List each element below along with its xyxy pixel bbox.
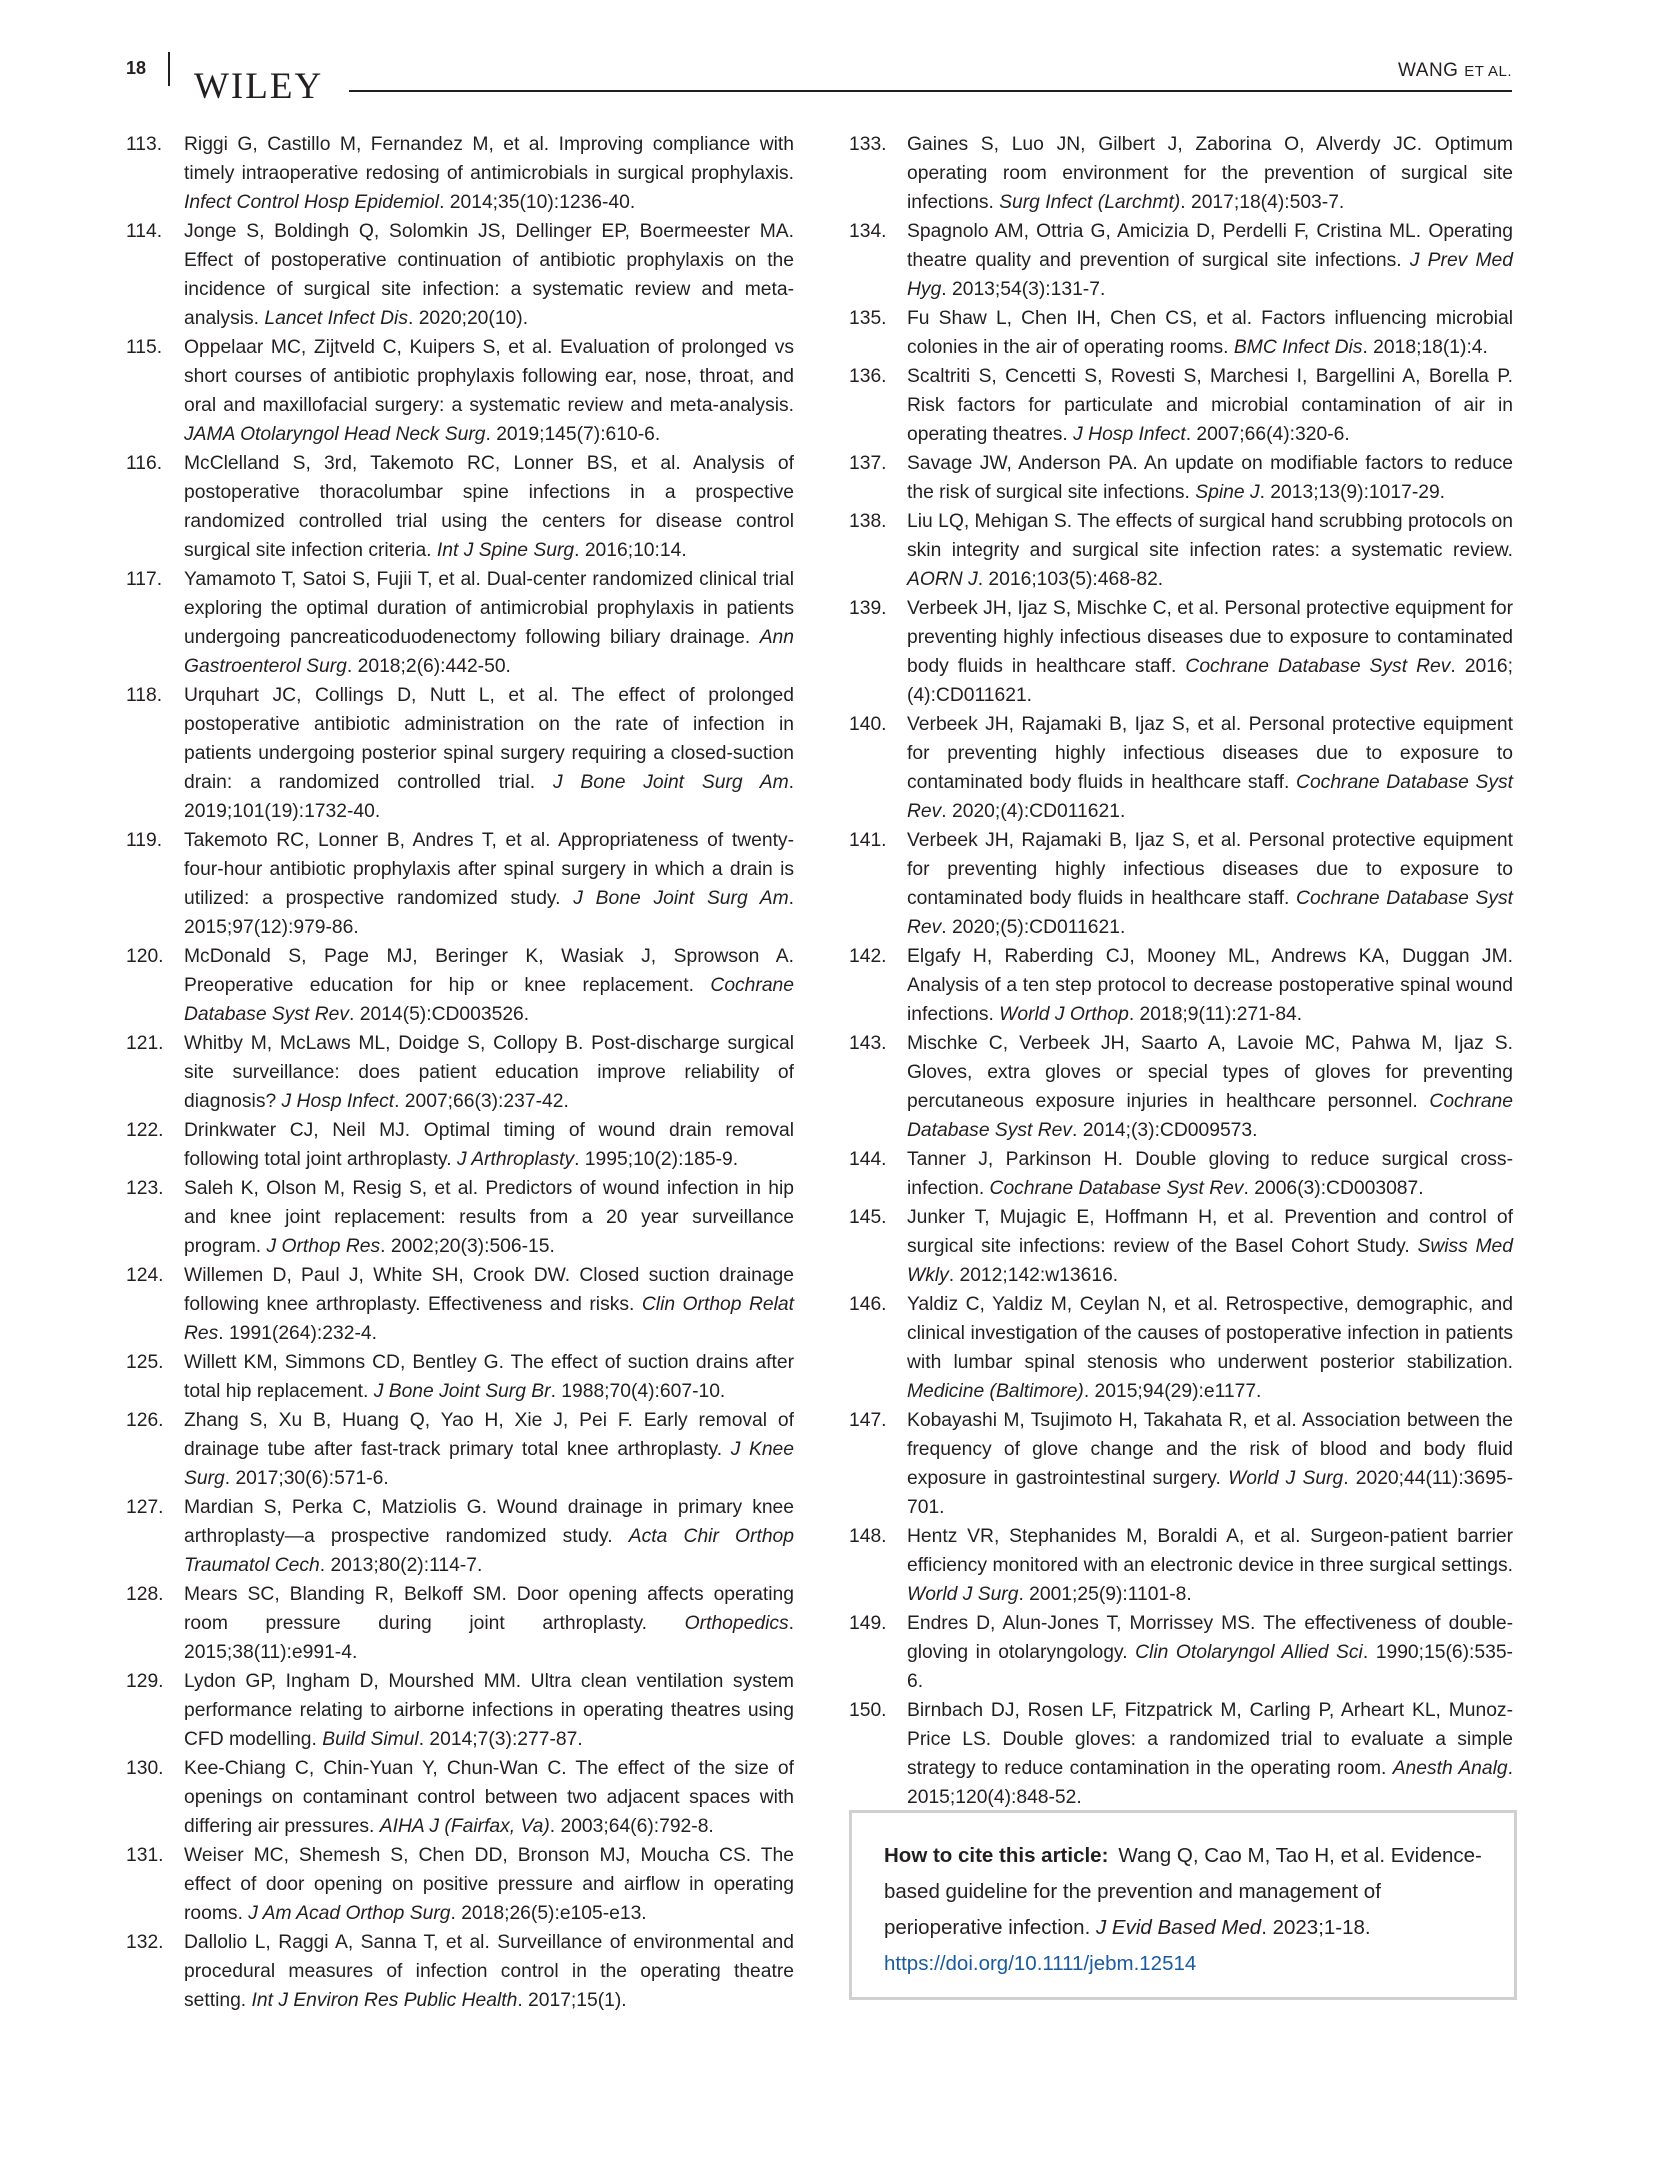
reference-text: [184, 1029, 794, 1116]
reference-volume: . 2015;38(11):e991-4.: [184, 1613, 794, 1663]
reference-authors-title: Yamamoto T, Satoi S, Fujii T, et al. Dual-center randomized clinical trial exploring the optimal duration of antimicrobial prophylaxis in patients undergoing pancreaticoduodenectomy following biliary drainage.: [184, 569, 794, 648]
reference-journal: AORN J: [907, 569, 978, 590]
reference-volume: . 2017;18(4):503-7.: [1180, 192, 1345, 213]
reference-journal: World J Surg: [1228, 1468, 1344, 1489]
citation-details: . 2023;1-18.: [1261, 1916, 1371, 1939]
citation-label: How to cite this article:: [884, 1844, 1109, 1867]
reference-journal: Swiss Med Wkly: [907, 1236, 1514, 1286]
reference-journal: J Bone Joint Surg Am: [552, 772, 789, 793]
reference-journal: Cochrane Database Syst Rev: [907, 772, 1513, 822]
reference-volume: . 2020;20(10).: [408, 308, 529, 329]
reference-authors-title: Kobayashi M, Tsujimoto H, Takahata R, et al. Association between the frequency of glove change and the risk of blood and body fluid exposure in gastrointestinal surgery.: [907, 1410, 1513, 1489]
reference-authors-title: Drinkwater CJ, Neil MJ. Optimal timing of wound drain removal following total joint arthroplasty.: [184, 1120, 794, 1170]
reference-volume: . 2020;(5):CD011621.: [941, 917, 1126, 938]
reference-journal: J Orthop Res: [266, 1236, 381, 1257]
reference-text: [184, 826, 794, 942]
reference-volume: . 2018;2(6):442-50.: [346, 656, 511, 677]
reference-journal: J Hosp Infect: [1073, 424, 1186, 445]
reference-authors-title: Scaltriti S, Cencetti S, Rovesti S, Marchesi I, Bargellini A, Borella P. Risk factors for particulate and microbial contamination of air in operating theatres.: [907, 366, 1513, 445]
reference-item: [126, 1754, 794, 1841]
page-header: [126, 52, 1512, 110]
reference-item: [126, 1348, 794, 1406]
reference-text: [907, 594, 1513, 710]
reference-item: [849, 449, 1513, 507]
reference-volume: . 2018;18(1):4.: [1362, 337, 1488, 358]
reference-journal: Orthopedics: [684, 1613, 789, 1634]
reference-item: [849, 826, 1513, 942]
reference-number: 120.: [126, 946, 164, 967]
reference-volume: . 1991(264):232-4.: [218, 1323, 377, 1344]
reference-volume: . 2014(5):CD003526.: [349, 1004, 530, 1025]
reference-number: 124.: [126, 1265, 164, 1286]
reference-authors-title: Weiser MC, Shemesh S, Chen DD, Bronson MJ, Moucha CS. The effect of door opening on positive pressure and airflow in operating rooms.: [184, 1845, 794, 1924]
reference-journal: Acta Chir Orthop Traumatol Cech: [184, 1526, 794, 1576]
reference-text: [184, 1493, 794, 1580]
reference-authors-title: Verbeek JH, Rajamaki B, Ijaz S, et al. Personal protective equipment for preventing highly infectious diseases due to exposure to contaminated body fluids in healthcare staff.: [907, 714, 1513, 793]
reference-item: [126, 1261, 794, 1348]
reference-text: [184, 1928, 794, 2015]
reference-item: [126, 826, 794, 942]
reference-authors-title: Urquhart JC, Collings D, Nutt L, et al. The effect of prolonged postoperative antibiotic administration on the rate of infection in patients undergoing posterior spinal surgery requiring a closed-suction drain: a randomized controlled trial.: [184, 685, 794, 793]
reference-item: [126, 1493, 794, 1580]
reference-text: [184, 1406, 794, 1493]
references-right-column: [849, 130, 1513, 1812]
reference-journal: J Hosp Infect: [281, 1091, 395, 1112]
reference-text: [184, 333, 794, 449]
reference-number: 144.: [849, 1149, 887, 1170]
reference-authors-title: Willemen D, Paul J, White SH, Crook DW. Closed suction drainage following knee arthroplasty. Effectiveness and risks.: [184, 1265, 794, 1315]
reference-text: [907, 362, 1513, 449]
reference-number: 139.: [849, 598, 887, 619]
reference-number: 123.: [126, 1178, 164, 1199]
reference-number: 129.: [126, 1671, 164, 1692]
reference-authors-title: Riggi G, Castillo M, Fernandez M, et al. Improving compliance with timely intraoperative redosing of antimicrobials in surgical prophylaxis.: [184, 134, 794, 184]
reference-text: [184, 1261, 794, 1348]
reference-authors-title: Gaines S, Luo JN, Gilbert J, Zaborina O, Alverdy JC. Optimum operating room environment for the prevention of surgical site infections.: [907, 134, 1513, 213]
reference-volume: . 2007;66(3):237-42.: [394, 1091, 569, 1112]
reference-number: 150.: [849, 1700, 887, 1721]
reference-volume: . 2003;64(6):792-8.: [549, 1816, 714, 1837]
reference-number: 131.: [126, 1845, 164, 1866]
reference-authors-title: Yaldiz C, Yaldiz M, Ceylan N, et al. Retrospective, demographic, and clinical investigation of the causes of postoperative infection in patients with lumbar spinal stenosis who underwent posterior stabilization.: [907, 1294, 1513, 1373]
reference-text: [907, 1203, 1513, 1290]
reference-text: [907, 1145, 1513, 1203]
header-rule: [349, 90, 1512, 92]
reference-item: [849, 1696, 1513, 1812]
reference-authors-title: Endres D, Alun-Jones T, Morrissey MS. The effectiveness of double-gloving in otolaryngology.: [907, 1613, 1513, 1663]
reference-volume: . 2013;13(9):1017-29.: [1259, 482, 1446, 503]
reference-text: [907, 710, 1513, 826]
publisher-logo: WILEY: [194, 66, 324, 107]
reference-text: [184, 449, 794, 565]
reference-journal: J Knee Surg: [184, 1439, 795, 1489]
reference-volume: . 2016;(4):CD011621.: [907, 656, 1513, 706]
reference-journal: BMC Infect Dis: [1233, 337, 1363, 358]
citation-doi-link[interactable]: https://doi.org/10.1111/jebm.12514: [884, 1952, 1197, 1975]
reference-journal: Cochrane Database Syst Rev: [989, 1178, 1244, 1199]
reference-number: 113.: [126, 134, 163, 155]
reference-journal: JAMA Otolaryngol Head Neck Surg: [184, 424, 486, 445]
reference-journal: Build Simul: [322, 1729, 419, 1750]
reference-number: 119.: [126, 830, 163, 851]
reference-number: 133.: [849, 134, 887, 155]
running-head-etal: ET AL.: [1464, 63, 1512, 80]
reference-item: [126, 565, 794, 681]
reference-item: [849, 1145, 1513, 1203]
reference-volume: . 2015;120(4):848-52.: [907, 1758, 1513, 1808]
reference-authors-title: Mischke C, Verbeek JH, Saarto A, Lavoie MC, Pahwa M, Ijaz S. Gloves, extra gloves or special types of gloves for preventing percutaneous exposure injuries in healthcare personnel.: [907, 1033, 1513, 1112]
reference-volume: . 2017;15(1).: [517, 1990, 627, 2011]
reference-journal: World J Orthop: [999, 1004, 1129, 1025]
reference-journal: J Am Acad Orthop Surg: [248, 1903, 451, 1924]
citation-journal: J Evid Based Med: [1095, 1916, 1262, 1939]
running-head: [1398, 60, 1512, 82]
reference-volume: . 2018;26(5):e105-e13.: [450, 1903, 647, 1924]
reference-journal: Cochrane Database Syst Rev: [1185, 656, 1451, 677]
reference-item: [126, 1116, 794, 1174]
reference-journal: J Bone Joint Surg Br: [373, 1381, 551, 1402]
reference-authors-title: Lydon GP, Ingham D, Mourshed MM. Ultra clean ventilation system performance relating to airborne infections in operating theatres using CFD modelling.: [184, 1671, 794, 1750]
reference-text: [907, 1696, 1513, 1812]
reference-item: [849, 1609, 1513, 1696]
reference-journal: Medicine (Baltimore): [907, 1381, 1084, 1402]
reference-authors-title: Elgafy H, Raberding CJ, Mooney ML, Andrews KA, Duggan JM. Analysis of a ten step protocol to decrease postoperative spinal wound infections.: [907, 946, 1513, 1025]
reference-item: [126, 1928, 794, 2015]
reference-volume: . 2020;44(11):3695-701.: [907, 1468, 1513, 1518]
reference-text: [907, 449, 1513, 507]
reference-text: [907, 507, 1513, 594]
reference-volume: . 2012;142:w13616.: [948, 1265, 1119, 1286]
reference-item: [849, 594, 1513, 710]
reference-number: 125.: [126, 1352, 164, 1373]
reference-authors-title: Junker T, Mujagic E, Hoffmann H, et al. Prevention and control of surgical site infections: review of the Basel Cohort Study.: [907, 1207, 1513, 1257]
reference-item: [126, 1174, 794, 1261]
reference-number: 114.: [126, 221, 163, 242]
reference-item: [126, 942, 794, 1029]
reference-text: [184, 1174, 794, 1261]
reference-text: [907, 826, 1513, 942]
reference-item: [126, 333, 794, 449]
reference-number: 132.: [126, 1932, 164, 1953]
reference-item: [849, 1029, 1513, 1145]
reference-number: 128.: [126, 1584, 164, 1605]
reference-volume: . 2014;(3):CD009573.: [1072, 1120, 1258, 1141]
reference-item: [126, 217, 794, 333]
reference-number: 137.: [849, 453, 887, 474]
reference-item: [126, 1841, 794, 1928]
reference-journal: Anesth Analg: [1392, 1758, 1508, 1779]
reference-authors-title: Verbeek JH, Ijaz S, Mischke C, et al. Personal protective equipment for preventing highly infectious diseases due to exposure to contaminated body fluids in healthcare staff.: [907, 598, 1513, 677]
reference-number: 130.: [126, 1758, 164, 1779]
reference-item: [126, 1580, 794, 1667]
reference-text: [907, 1406, 1513, 1522]
reference-volume: . 2016;10:14.: [574, 540, 687, 561]
reference-journal: Lancet Infect Dis: [264, 308, 408, 329]
reference-journal: Cochrane Database Syst Rev: [907, 1091, 1513, 1141]
reference-number: 134.: [849, 221, 887, 242]
reference-item: [849, 130, 1513, 217]
reference-volume: . 1995;10(2):185-9.: [574, 1149, 739, 1170]
citation-box: [849, 1810, 1517, 2000]
reference-volume: . 2018;9(11):271-84.: [1128, 1004, 1303, 1025]
reference-journal: Spine J: [1195, 482, 1260, 503]
reference-volume: . 2013;80(2):114-7.: [319, 1555, 483, 1576]
reference-authors-title: Verbeek JH, Rajamaki B, Ijaz S, et al. Personal protective equipment for preventing highly infectious diseases due to exposure to contaminated body fluids in healthcare staff.: [907, 830, 1513, 909]
reference-volume: . 1988;70(4):607-10.: [550, 1381, 726, 1402]
reference-journal: Surg Infect (Larchmt): [999, 192, 1181, 213]
reference-number: 141.: [849, 830, 887, 851]
reference-journal: Clin Otolaryngol Allied Sci: [1135, 1642, 1363, 1663]
reference-number: 122.: [126, 1120, 164, 1141]
reference-volume: . 2019;145(7):610-6.: [485, 424, 661, 445]
reference-volume: . 2017;30(6):571-6.: [224, 1468, 389, 1489]
reference-authors-title: Kee-Chiang C, Chin-Yuan Y, Chun-Wan C. The effect of the size of openings on contaminant control between two adjacent spaces with differing air pressures.: [184, 1758, 794, 1837]
reference-number: 127.: [126, 1497, 164, 1518]
reference-text: [184, 1116, 794, 1174]
reference-authors-title: Fu Shaw L, Chen IH, Chen CS, et al. Factors influencing microbial colonies in the air of operating rooms.: [907, 308, 1513, 358]
reference-text: [184, 1348, 794, 1406]
reference-journal: Infect Control Hosp Epidemiol: [184, 192, 440, 213]
reference-authors-title: Dallolio L, Raggi A, Sanna T, et al. Surveillance of environmental and procedural measures of infection control in the operating theatre setting.: [184, 1932, 794, 2011]
reference-volume: . 2015;97(12):979-86.: [184, 888, 794, 938]
reference-item: [126, 1406, 794, 1493]
reference-volume: . 1990;15(6):535-6.: [907, 1642, 1513, 1692]
reference-number: 148.: [849, 1526, 887, 1547]
reference-text: [184, 1841, 794, 1928]
reference-item: [849, 304, 1513, 362]
reference-authors-title: Tanner J, Parkinson H. Double gloving to reduce surgical cross-infection.: [907, 1149, 1513, 1199]
reference-number: 117.: [126, 569, 163, 590]
reference-text: [907, 130, 1513, 217]
reference-journal: Cochrane Database Syst Rev: [907, 888, 1513, 938]
citation-text: Wang Q, Cao M, Tao H, et al. Evidence-based guideline for the prevention and management of perioperative infection.: [884, 1844, 1482, 1939]
reference-volume: . 2016;103(5):468-82.: [977, 569, 1164, 590]
reference-text: [184, 942, 794, 1029]
reference-item: [849, 710, 1513, 826]
reference-text: [907, 1609, 1513, 1696]
reference-volume: . 2014;35(10):1236-40.: [439, 192, 636, 213]
reference-volume: . 2007;66(4):320-6.: [1185, 424, 1350, 445]
reference-item: [126, 681, 794, 826]
reference-volume: . 2020;(4):CD011621.: [941, 801, 1126, 822]
reference-text: [184, 1580, 794, 1667]
reference-authors-title: Spagnolo AM, Ottria G, Amicizia D, Perdelli F, Cristina ML. Operating theatre quality and prevention of surgical site infections.: [907, 221, 1513, 271]
reference-volume: . 2015;94(29):e1177.: [1083, 1381, 1262, 1402]
reference-text: [184, 1667, 794, 1754]
reference-item: [849, 1290, 1513, 1406]
reference-item: [849, 507, 1513, 594]
reference-item: [126, 449, 794, 565]
reference-authors-title: Jonge S, Boldingh Q, Solomkin JS, Dellinger EP, Boermeester MA. Effect of postoperative continuation of antibiotic prophylaxis on the incidence of surgical site infection: a systematic review and meta-analysis.: [184, 221, 794, 329]
reference-journal: Clin Orthop Relat Res: [184, 1294, 794, 1344]
page-number: 18: [126, 58, 147, 78]
reference-text: [907, 1029, 1513, 1145]
reference-item: [126, 1667, 794, 1754]
reference-volume: . 2013;54(3):131-7.: [941, 279, 1106, 300]
reference-text: [184, 681, 794, 826]
reference-journal: World J Surg: [907, 1584, 1019, 1605]
reference-number: 149.: [849, 1613, 887, 1634]
reference-number: 142.: [849, 946, 887, 967]
reference-journal: Int J Spine Surg: [436, 540, 575, 561]
reference-number: 145.: [849, 1207, 887, 1228]
reference-item: [126, 1029, 794, 1116]
reference-journal: J Bone Joint Surg Am: [573, 888, 789, 909]
reference-authors-title: Oppelaar MC, Zijtveld C, Kuipers S, et al. Evaluation of prolonged vs short courses of antibiotic prophylaxis following ear, nose, throat, and oral and maxillofacial surgery: a systematic review and meta-analysis.: [184, 337, 794, 416]
reference-authors-title: Savage JW, Anderson PA. An update on modifiable factors to reduce the risk of surgical site infections.: [907, 453, 1513, 503]
reference-number: 116.: [126, 453, 163, 474]
reference-number: 126.: [126, 1410, 164, 1431]
reference-number: 118.: [126, 685, 163, 706]
reference-journal: Cochrane Database Syst Rev: [184, 975, 794, 1025]
reference-authors-title: Whitby M, McLaws ML, Doidge S, Collopy B. Post-discharge surgical site surveillance: does patient education improve reliability of diagnosis?: [184, 1033, 794, 1112]
reference-authors-title: McDonald S, Page MJ, Beringer K, Wasiak J, Sprowson A. Preoperative education for hip or knee replacement.: [184, 946, 794, 996]
reference-number: 147.: [849, 1410, 887, 1431]
reference-text: [907, 217, 1513, 304]
reference-authors-title: Zhang S, Xu B, Huang Q, Yao H, Xie J, Pei F. Early removal of drainage tube after fast-track primary total knee arthroplasty.: [184, 1410, 794, 1460]
header-divider-tick: [168, 52, 170, 86]
reference-authors-title: Hentz VR, Stephanides M, Boraldi A, et al. Surgeon-patient barrier efficiency monitored with an electronic device in three surgical settings.: [907, 1526, 1513, 1576]
reference-journal: J Prev Med Hyg: [907, 250, 1513, 300]
reference-item: [126, 130, 794, 217]
reference-text: [184, 565, 794, 681]
reference-journal: Ann Gastroenterol Surg: [184, 627, 794, 677]
reference-text: [184, 130, 794, 217]
reference-number: 146.: [849, 1294, 887, 1315]
reference-volume: . 2019;101(19):1732-40.: [184, 772, 794, 822]
reference-number: 115.: [126, 337, 163, 358]
reference-journal: AIHA J (Fairfax, Va): [379, 1816, 550, 1837]
reference-volume: . 2014;7(3):277-87.: [418, 1729, 583, 1750]
reference-authors-title: McClelland S, 3rd, Takemoto RC, Lonner BS, et al. Analysis of postoperative thoracolumbar spine infections in a prospective randomized controlled trial using the centers for disease control surgical site infection criteria.: [184, 453, 794, 561]
reference-authors-title: Saleh K, Olson M, Resig S, et al. Predictors of wound infection in hip and knee joint replacement: results from a 20 year surveillance program.: [184, 1178, 794, 1257]
reference-journal: Int J Environ Res Public Health: [251, 1990, 518, 2011]
reference-item: [849, 942, 1513, 1029]
reference-item: [849, 217, 1513, 304]
reference-number: 138.: [849, 511, 887, 532]
reference-number: 143.: [849, 1033, 887, 1054]
reference-authors-title: Willett KM, Simmons CD, Bentley G. The effect of suction drains after total hip replacement.: [184, 1352, 794, 1402]
reference-authors-title: Birnbach DJ, Rosen LF, Fitzpatrick M, Carling P, Arheart KL, Munoz-Price LS. Double gloves: a randomized trial to evaluate a simple strategy to reduce contamination in the operating room.: [907, 1700, 1513, 1779]
reference-item: [849, 362, 1513, 449]
reference-number: 140.: [849, 714, 887, 735]
reference-volume: . 2002;20(3):506-15.: [380, 1236, 555, 1257]
reference-volume: . 2001;25(9):1101-8.: [1018, 1584, 1192, 1605]
reference-item: [849, 1406, 1513, 1522]
reference-authors-title: Takemoto RC, Lonner B, Andres T, et al. Appropriateness of twenty-four-hour antibiotic prophylaxis after spinal surgery in which a drain is utilized: a prospective randomized study.: [184, 830, 794, 909]
reference-text: [907, 1522, 1513, 1609]
reference-number: 135.: [849, 308, 887, 329]
reference-text: [907, 942, 1513, 1029]
reference-item: [849, 1522, 1513, 1609]
reference-text: [907, 1290, 1513, 1406]
reference-text: [184, 217, 794, 333]
reference-authors-title: Mears SC, Blanding R, Belkoff SM. Door opening affects operating room pressure during joint arthroplasty.: [184, 1584, 794, 1634]
reference-item: [849, 1203, 1513, 1290]
references-left-column: [126, 130, 794, 2015]
reference-text: [184, 1754, 794, 1841]
reference-number: 136.: [849, 366, 887, 387]
running-head-author: WANG: [1398, 60, 1459, 81]
reference-volume: . 2006(3):CD003087.: [1243, 1178, 1424, 1199]
reference-journal: J Arthroplasty: [456, 1149, 575, 1170]
reference-authors-title: Liu LQ, Mehigan S. The effects of surgical hand scrubbing protocols on skin integrity and surgical site infection rates: a systematic review.: [907, 511, 1513, 561]
reference-text: [907, 304, 1513, 362]
reference-number: 121.: [126, 1033, 164, 1054]
reference-authors-title: Mardian S, Perka C, Matziolis G. Wound drainage in primary knee arthroplasty—a prospective randomized study.: [184, 1497, 794, 1547]
